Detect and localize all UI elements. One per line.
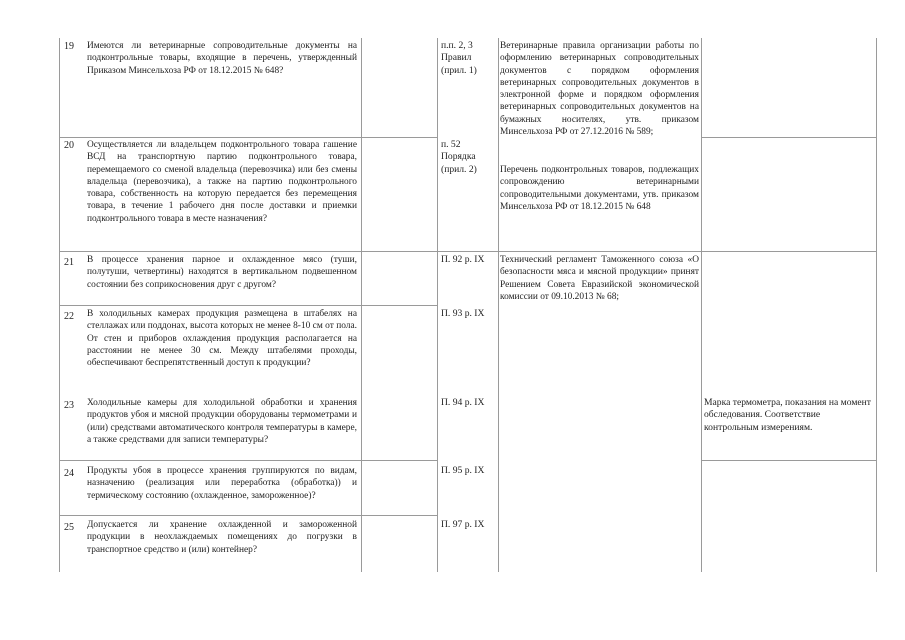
column-border xyxy=(498,38,499,572)
row-number: 23 xyxy=(64,400,74,411)
row-number: 25 xyxy=(64,522,74,533)
row-number: 24 xyxy=(64,468,74,479)
inspection-note: Марка термометра, показания на момент обследования. Соответствие контрольным измерениям. xyxy=(704,397,872,433)
reference-text: П. 97 р. IX xyxy=(441,519,485,530)
reference-text: П. 92 р. IX xyxy=(441,254,485,265)
question-text: В процессе хранения парное и охлажденное мясо (туши, полутуши, четвертины) находятся в вертикальном подвешенном состоянии без соприкосновения друг с другом? xyxy=(87,255,357,290)
row-border xyxy=(59,515,437,516)
row-border xyxy=(701,137,876,138)
reference-text: п.п. 2, 3 Правил (прил. 1) xyxy=(441,40,477,76)
question-text: Продукты убоя в процессе хранения группируются по видам, назначению (реализация или переработка (обработка)) и термическому состоянию (охлажденное, замороженное)? xyxy=(87,466,357,501)
reference-text: П. 94 р. IX xyxy=(441,397,485,408)
row-number: 20 xyxy=(64,140,74,151)
row-number: 19 xyxy=(64,41,74,52)
row-number: 22 xyxy=(64,311,74,322)
reference-text: п. 52 Порядка (прил. 2) xyxy=(441,139,477,175)
row-border xyxy=(59,305,437,306)
question-text: В холодильных камерах продукция размещена в штабелях на стеллажах или поддонах, высота которых не менее 8-10 см от пола. От стен и приборов охлаждения продукция располагается на расстоянии не менее 30 см. Между штабелями проходы, обеспечивают беспрепятственный доступ к продукции? xyxy=(87,309,357,369)
question-text: Имеются ли ветеринарные сопроводительные документы на подконтрольные товары, входящие в перечень, утвержденный Приказом Минсельхоза РФ от 18.12.2015 № 648? xyxy=(87,41,357,76)
row-border xyxy=(59,137,437,138)
document-tech-regulation: Технический регламент Таможенного союза «О безопасности мяса и мясной продукции» принят Решением Совета Евразийской экономической комиссии от 09.10.2013 № 68; xyxy=(500,255,699,302)
question-text: Холодильные камеры для холодильной обработки и хранения продуктов убоя и мясной продукции оборудованы термометрами и (или) средствами автоматического контроля температуры в камере, а также средствами для записи температуры? xyxy=(87,398,357,445)
question-text: Осуществляется ли владельцем подконтрольного товара гашение ВСД на транспортную партию подконтрольного товара, перемещаемого со сменой владельца (перевозчика) или без смены владельца (перевозчика), а также на партию подконтрольного товара, собственность на которую передается без перемещения товара, в течение 1 рабочего дня после доставки и приемки подконтрольного товара в месте назначения? xyxy=(87,140,357,224)
column-border xyxy=(701,38,702,572)
reference-text: П. 95 р. IX xyxy=(441,465,485,476)
row-border xyxy=(59,251,876,252)
column-border xyxy=(437,38,438,572)
document-vet-rules: Ветеринарные правила организации работы по оформлению ветеринарных сопроводительных документов с порядком оформления ветеринарных сопроводительных документов в электронной форме и порядком оформления ветеринарных сопроводительных документов на бумажных носителях, утв. приказом Минсельхоза РФ от 27.12.2016 № 589; xyxy=(500,41,699,138)
column-border xyxy=(876,38,877,572)
row-number: 21 xyxy=(64,257,74,268)
row-border xyxy=(701,460,876,461)
question-text: Допускается ли хранение охлажденной и замороженной продукции в неохлаждаемых помещениях до погрузки в транспортное средство и (или) контейнер? xyxy=(87,520,357,555)
document-goods-list: Перечень подконтрольных товаров, подлежащих сопровождению ветеринарными сопроводительными документами, утв. приказом Минсельхоза РФ от 18.12.2015 № 648 xyxy=(500,165,699,212)
row-border xyxy=(59,460,437,461)
reference-text: П. 93 р. IX xyxy=(441,308,485,319)
